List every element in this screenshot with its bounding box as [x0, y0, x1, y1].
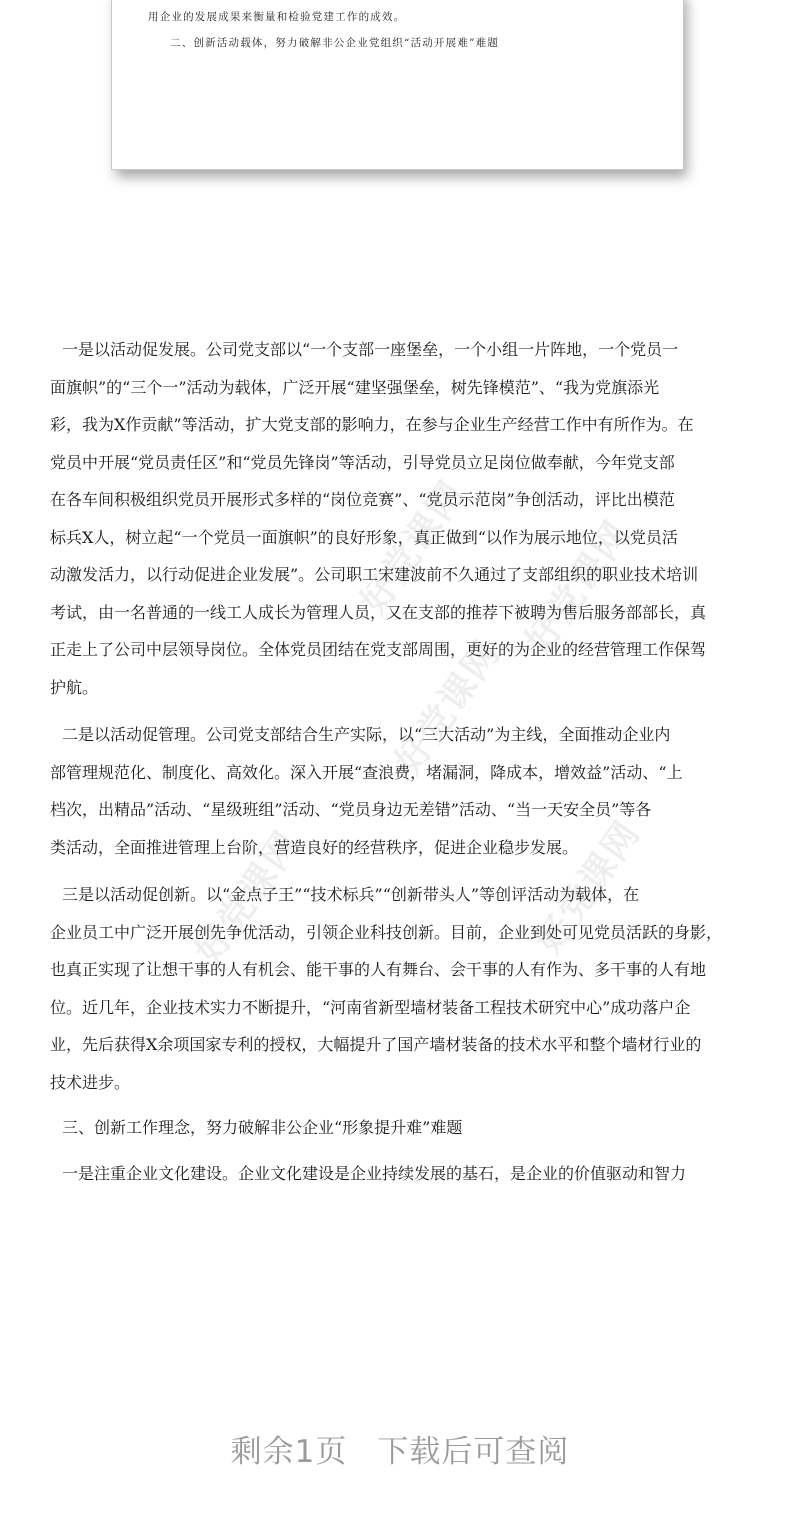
text-line: 面旗帜”的“三个一”活动为载体，广泛开展“建坚强堡垒，树先锋模范”、“我为党旗添光 — [50, 377, 660, 397]
download-prompt[interactable] — [0, 1426, 800, 1471]
text-line: 一是注重企业文化建设。企业文化建设是企业持续发展的基石，是企业的价值驱动和智力 — [62, 1163, 687, 1183]
text-line: 一是以活动促发展。公司党支部以“一个支部一座堡垒，一个小组一片阵地，一个党员一 — [62, 340, 679, 359]
text-line: 位。近几年，企业技术实力不断提升，“河南省新型墙材装备工程技术研究中心”成功落户企 — [50, 997, 691, 1017]
text-line: 部管理规范化、制度化、高效化。深入开展“查浪费，堵漏洞，降成本，增效益”活动、“上 — [50, 762, 683, 782]
watermark: 好党课网 — [353, 473, 474, 622]
section-heading-image-improvement — [50, 1109, 778, 1147]
watermark: 好党课网 — [528, 813, 649, 962]
preview-section-heading: 二、创新活动载体，努力破解非公企业党组织“活动开展难”难题 — [170, 37, 500, 49]
text-line: 三是以活动促创新。以“金点子王”“技术标兵”“创新带头人”等创评活动为载体，在 — [62, 885, 640, 904]
watermark: 好党课网 — [388, 633, 509, 782]
text-line: 标兵X人，树立起“一个党员一面旗帜”的良好形象，真正做到“以作为展示地位，以党员活 — [50, 527, 678, 547]
text-line: 护航。 — [50, 677, 99, 697]
text-line: 正走上了公司中层领导岗位。全体党员团结在党支部周围，更好的为企业的经营管理工作保驾 — [50, 640, 707, 659]
paragraph-activity-innovation — [50, 876, 778, 1101]
text-line: 档次，出精品”活动、“星级班组”活动、“党员身边无差错”活动、“当一天安全员”等各 — [50, 800, 652, 819]
text-line: 党员中开展“党员责任区”和“党员先锋岗”等活动，引导党员立足岗位做奉献，今年党支部 — [50, 452, 675, 472]
paragraph-corporate-culture — [50, 1155, 778, 1193]
text-line: 类活动，全面推进管理上台阶，营造良好的经营秩序，促进企业稳步发展。 — [50, 837, 579, 857]
paragraph-activity-development — [50, 331, 778, 706]
previous-page-preview — [112, 0, 683, 169]
text-line: 也真正实现了让想干事的人有机会、能干事的人有舞台、会干事的人有作为、多干事的人有地 — [50, 960, 707, 979]
text-line: 动激发活力，以行动促进企业发展”。公司职工宋建波前不久通过了支部组织的职业技术培训 — [50, 565, 699, 584]
text-line: 业，先后获得X余项国家专利的授权，大幅提升了国产墙材装备的技术水平和整个墙材行业的 — [50, 1035, 702, 1054]
watermark: 好党课网 — [188, 823, 309, 972]
download-to-view-label[interactable]: 下载后可查阅 — [377, 1434, 570, 1470]
section-heading: 三、创新工作理念，努力破解非公企业“形象提升难”难题 — [62, 1118, 463, 1137]
document-body — [50, 331, 778, 1192]
preview-text-line: 用企业的发展成果来衡量和检验党建工作的成效。 — [148, 11, 406, 23]
text-line: 考试，由一名普通的一线工人成长为管理人员，又在支部的推荐下被聘为售后服务部部长，真 — [50, 602, 707, 622]
text-line: 企业员工中广泛开展创先争优活动，引领企业科技创新。目前，企业到处可见党员活跃的身影， — [50, 922, 723, 942]
remaining-pages-label[interactable]: 剩余1页 — [230, 1434, 348, 1470]
text-line: 二是以活动促管理。公司党支部结合生产实际，以“三大活动”为主线，全面推动企业内 — [62, 725, 671, 744]
text-line: 技术进步。 — [50, 1072, 131, 1092]
paragraph-activity-management — [50, 716, 778, 866]
watermark: 好党课网 — [518, 513, 639, 662]
text-line: 彩，我为X作贡献”等活动，扩大党支部的影响力，在参与企业生产经营工作中有所作为。在 — [50, 415, 694, 434]
text-line: 在各车间积极组织党员开展形式多样的“岗位竞赛”、“党员示范岗”争创活动，评比出模范 — [50, 490, 675, 509]
